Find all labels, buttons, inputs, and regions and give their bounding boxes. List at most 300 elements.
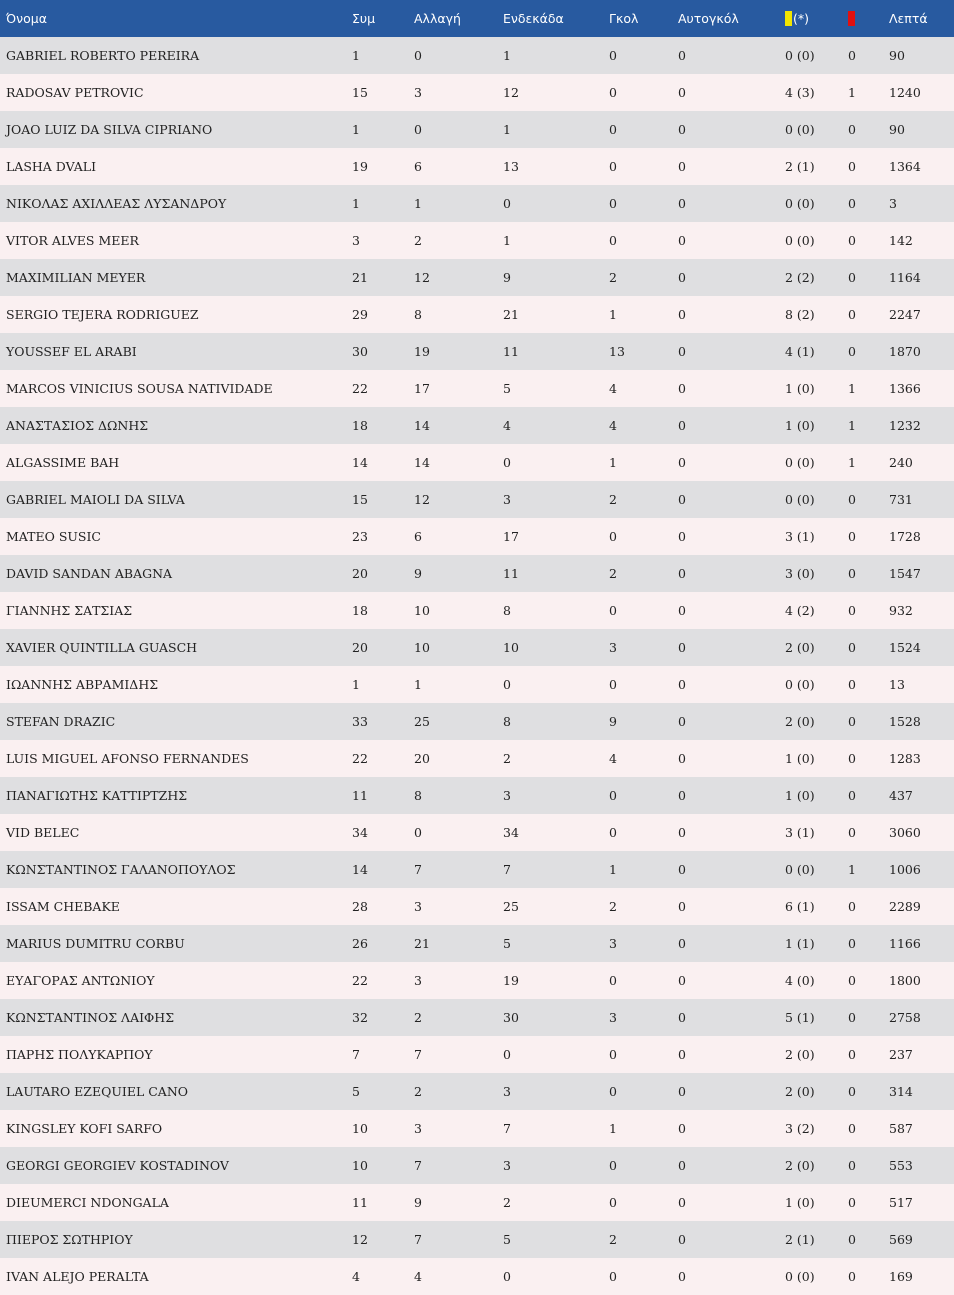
cell-yellow-cards: 5 (1)	[785, 1010, 815, 1025]
cell-player-name: MARCOS VINICIUS SOUSA NATIVIDADE	[6, 381, 273, 396]
cell-appearances: 14	[352, 455, 368, 470]
cell-yellow-cards: 4 (1)	[785, 344, 815, 359]
cell-minutes: 1166	[889, 936, 921, 951]
cell-substitutions: 1	[414, 677, 422, 692]
cell-minutes: 517	[889, 1195, 913, 1210]
cell-appearances: 15	[352, 492, 368, 507]
cell-minutes: 932	[889, 603, 913, 618]
cell-yellow-cards: 4 (0)	[785, 973, 815, 988]
yellow-card-suffix: (*)	[793, 11, 810, 26]
cell-starts: 7	[503, 1121, 511, 1136]
cell-player-name: YOUSSEF EL ARABI	[6, 344, 137, 359]
cell-minutes: 1524	[889, 640, 921, 655]
cell-starts: 1	[503, 48, 511, 63]
cell-substitutions: 0	[414, 122, 422, 137]
cell-yellow-cards: 4 (3)	[785, 85, 815, 100]
cell-goals: 2	[609, 270, 617, 285]
column-header-goals[interactable]: Γκολ	[609, 11, 639, 26]
cell-yellow-cards: 1 (0)	[785, 751, 815, 766]
cell-red-cards: 1	[848, 418, 856, 433]
cell-yellow-cards: 0 (0)	[785, 677, 815, 692]
cell-appearances: 1	[352, 122, 360, 137]
cell-substitutions: 3	[414, 85, 422, 100]
cell-goals: 0	[609, 1269, 617, 1284]
cell-yellow-cards: 2 (0)	[785, 714, 815, 729]
table-row	[0, 814, 954, 851]
table-row	[0, 1110, 954, 1147]
cell-red-cards: 0	[848, 270, 856, 285]
cell-own-goals: 0	[678, 196, 686, 211]
table-body	[0, 37, 954, 1295]
cell-yellow-cards: 3 (2)	[785, 1121, 815, 1136]
cell-goals: 0	[609, 603, 617, 618]
cell-yellow-cards: 1 (0)	[785, 381, 815, 396]
cell-own-goals: 0	[678, 862, 686, 877]
cell-starts: 0	[503, 455, 511, 470]
cell-own-goals: 0	[678, 1047, 686, 1062]
cell-red-cards: 0	[848, 233, 856, 248]
cell-goals: 0	[609, 677, 617, 692]
cell-player-name: IVAN ALEJO PERALTA	[6, 1269, 149, 1284]
cell-appearances: 29	[352, 307, 368, 322]
yellow-card-icon	[785, 11, 792, 26]
cell-yellow-cards: 0 (0)	[785, 455, 815, 470]
cell-minutes: 1240	[889, 85, 921, 100]
cell-red-cards: 0	[848, 122, 856, 137]
cell-appearances: 19	[352, 159, 368, 174]
cell-minutes: 1164	[889, 270, 921, 285]
cell-own-goals: 0	[678, 1158, 686, 1173]
cell-red-cards: 0	[848, 196, 856, 211]
cell-red-cards: 0	[848, 1195, 856, 1210]
cell-goals: 0	[609, 1195, 617, 1210]
cell-substitutions: 3	[414, 899, 422, 914]
cell-yellow-cards: 1 (0)	[785, 418, 815, 433]
cell-minutes: 2289	[889, 899, 921, 914]
cell-red-cards: 0	[848, 1084, 856, 1099]
cell-red-cards: 0	[848, 640, 856, 655]
cell-appearances: 14	[352, 862, 368, 877]
cell-own-goals: 0	[678, 714, 686, 729]
cell-red-cards: 0	[848, 1010, 856, 1025]
cell-substitutions: 12	[414, 492, 430, 507]
cell-substitutions: 8	[414, 788, 422, 803]
cell-appearances: 4	[352, 1269, 360, 1284]
cell-player-name: ΠΑΡΗΣ ΠΟΛΥΚΑΡΠΟΥ	[6, 1047, 153, 1062]
column-header-red-cards[interactable]	[842, 0, 883, 37]
cell-appearances: 7	[352, 1047, 360, 1062]
cell-own-goals: 0	[678, 270, 686, 285]
cell-own-goals: 0	[678, 1010, 686, 1025]
cell-substitutions: 10	[414, 640, 430, 655]
cell-goals: 1	[609, 1121, 617, 1136]
cell-red-cards: 0	[848, 344, 856, 359]
cell-appearances: 10	[352, 1121, 368, 1136]
cell-minutes: 90	[889, 48, 905, 63]
cell-yellow-cards: 3 (0)	[785, 566, 815, 581]
cell-starts: 5	[503, 381, 511, 396]
cell-appearances: 18	[352, 418, 368, 433]
cell-own-goals: 0	[678, 122, 686, 137]
column-header-minutes[interactable]: Λεπτά	[889, 11, 928, 26]
table-row	[0, 666, 954, 703]
cell-goals: 0	[609, 1084, 617, 1099]
cell-appearances: 23	[352, 529, 368, 544]
table-row	[0, 222, 954, 259]
cell-minutes: 1283	[889, 751, 921, 766]
cell-own-goals: 0	[678, 899, 686, 914]
red-card-icon	[848, 11, 855, 26]
cell-yellow-cards: 0 (0)	[785, 492, 815, 507]
table-row	[0, 444, 954, 481]
cell-yellow-cards: 1 (0)	[785, 1195, 815, 1210]
cell-starts: 8	[503, 714, 511, 729]
cell-minutes: 240	[889, 455, 913, 470]
cell-substitutions: 0	[414, 825, 422, 840]
cell-player-name: ΓΙΑΝΝΗΣ ΣΑΤΣΙΑΣ	[6, 603, 133, 618]
cell-goals: 1	[609, 455, 617, 470]
cell-substitutions: 25	[414, 714, 430, 729]
cell-goals: 0	[609, 1047, 617, 1062]
cell-minutes: 1366	[889, 381, 921, 396]
cell-appearances: 12	[352, 1232, 368, 1247]
cell-substitutions: 7	[414, 1047, 422, 1062]
table-row	[0, 111, 954, 148]
column-header-name[interactable]: Όνομα	[6, 11, 47, 26]
cell-minutes: 2758	[889, 1010, 921, 1025]
table-row	[0, 148, 954, 185]
cell-own-goals: 0	[678, 418, 686, 433]
cell-goals: 0	[609, 788, 617, 803]
cell-player-name: STEFAN DRAZIC	[6, 714, 116, 729]
cell-appearances: 34	[352, 825, 368, 840]
column-header-yellow-cards[interactable]	[779, 0, 842, 37]
cell-substitutions: 2	[414, 1084, 422, 1099]
cell-starts: 11	[503, 566, 519, 581]
cell-own-goals: 0	[678, 751, 686, 766]
cell-player-name: DIEUMERCI NDONGALA	[6, 1195, 169, 1210]
cell-substitutions: 9	[414, 1195, 422, 1210]
cell-own-goals: 0	[678, 344, 686, 359]
cell-own-goals: 0	[678, 233, 686, 248]
cell-yellow-cards: 0 (0)	[785, 233, 815, 248]
table-row	[0, 1036, 954, 1073]
table-row	[0, 74, 954, 111]
cell-substitutions: 2	[414, 233, 422, 248]
cell-red-cards: 0	[848, 973, 856, 988]
cell-starts: 9	[503, 270, 511, 285]
cell-starts: 1	[503, 233, 511, 248]
cell-red-cards: 0	[848, 566, 856, 581]
cell-own-goals: 0	[678, 677, 686, 692]
cell-player-name: ALGASSIME BAH	[6, 455, 120, 470]
cell-appearances: 22	[352, 381, 368, 396]
table-row	[0, 851, 954, 888]
cell-substitutions: 17	[414, 381, 430, 396]
cell-starts: 19	[503, 973, 519, 988]
cell-own-goals: 0	[678, 788, 686, 803]
cell-starts: 2	[503, 1195, 511, 1210]
cell-goals: 0	[609, 825, 617, 840]
cell-own-goals: 0	[678, 1121, 686, 1136]
cell-goals: 2	[609, 899, 617, 914]
cell-minutes: 1232	[889, 418, 921, 433]
table-row	[0, 1184, 954, 1221]
table-row	[0, 1147, 954, 1184]
cell-substitutions: 9	[414, 566, 422, 581]
cell-appearances: 30	[352, 344, 368, 359]
cell-appearances: 1	[352, 196, 360, 211]
cell-own-goals: 0	[678, 455, 686, 470]
cell-player-name: ΠΑΝΑΓΙΩΤΗΣ ΚΑΤΤΙΡΤΖΗΣ	[6, 788, 188, 803]
cell-red-cards: 1	[848, 862, 856, 877]
cell-goals: 3	[609, 640, 617, 655]
cell-player-name: LASHA DVALI	[6, 159, 97, 174]
cell-red-cards: 1	[848, 381, 856, 396]
cell-starts: 0	[503, 677, 511, 692]
cell-yellow-cards: 0 (0)	[785, 1269, 815, 1284]
cell-player-name: ΠΙΕΡΟΣ ΣΩΤΗΡΙΟΥ	[6, 1232, 133, 1247]
cell-substitutions: 7	[414, 1158, 422, 1173]
cell-substitutions: 6	[414, 159, 422, 174]
cell-yellow-cards: 0 (0)	[785, 122, 815, 137]
cell-minutes: 731	[889, 492, 913, 507]
table-row	[0, 518, 954, 555]
cell-substitutions: 1	[414, 196, 422, 211]
cell-own-goals: 0	[678, 1084, 686, 1099]
cell-substitutions: 20	[414, 751, 430, 766]
cell-substitutions: 21	[414, 936, 430, 951]
cell-own-goals: 0	[678, 1269, 686, 1284]
column-header-starts[interactable]: Ενδεκάδα	[503, 11, 564, 26]
cell-goals: 4	[609, 751, 617, 766]
table-row	[0, 703, 954, 740]
cell-goals: 0	[609, 159, 617, 174]
cell-red-cards: 0	[848, 529, 856, 544]
cell-player-name: XAVIER QUINTILLA GUASCH	[6, 640, 198, 655]
cell-red-cards: 0	[848, 677, 856, 692]
cell-substitutions: 8	[414, 307, 422, 322]
cell-minutes: 437	[889, 788, 913, 803]
cell-minutes: 2247	[889, 307, 921, 322]
cell-player-name: ΑΝΑΣΤΑΣΙΟΣ ΔΩΝΗΣ	[6, 418, 149, 433]
cell-yellow-cards: 4 (2)	[785, 603, 815, 618]
cell-minutes: 237	[889, 1047, 913, 1062]
cell-red-cards: 0	[848, 48, 856, 63]
cell-substitutions: 3	[414, 1121, 422, 1136]
cell-red-cards: 0	[848, 1232, 856, 1247]
cell-starts: 4	[503, 418, 511, 433]
cell-substitutions: 10	[414, 603, 430, 618]
cell-player-name: MAXIMILIAN MEYER	[6, 270, 146, 285]
cell-red-cards: 0	[848, 307, 856, 322]
cell-own-goals: 0	[678, 48, 686, 63]
table-row	[0, 333, 954, 370]
cell-starts: 25	[503, 899, 519, 914]
cell-minutes: 569	[889, 1232, 913, 1247]
table-row	[0, 1221, 954, 1258]
cell-red-cards: 0	[848, 788, 856, 803]
cell-player-name: MARIUS DUMITRU CORBU	[6, 936, 185, 951]
cell-goals: 4	[609, 418, 617, 433]
cell-red-cards: 0	[848, 492, 856, 507]
table-row	[0, 962, 954, 999]
cell-goals: 0	[609, 1158, 617, 1173]
cell-red-cards: 0	[848, 936, 856, 951]
cell-goals: 1	[609, 862, 617, 877]
cell-starts: 3	[503, 788, 511, 803]
cell-red-cards: 0	[848, 1269, 856, 1284]
cell-minutes: 1547	[889, 566, 921, 581]
cell-minutes: 587	[889, 1121, 913, 1136]
cell-minutes: 90	[889, 122, 905, 137]
cell-red-cards: 0	[848, 1158, 856, 1173]
cell-own-goals: 0	[678, 1195, 686, 1210]
cell-appearances: 15	[352, 85, 368, 100]
cell-player-name: GABRIEL MAIOLI DA SILVA	[6, 492, 185, 507]
cell-starts: 10	[503, 640, 519, 655]
cell-substitutions: 7	[414, 1232, 422, 1247]
cell-starts: 0	[503, 1047, 511, 1062]
cell-goals: 0	[609, 233, 617, 248]
cell-own-goals: 0	[678, 1232, 686, 1247]
cell-player-name: DAVID SANDAN ABAGNA	[6, 566, 173, 581]
cell-red-cards: 1	[848, 455, 856, 470]
cell-own-goals: 0	[678, 825, 686, 840]
cell-starts: 5	[503, 1232, 511, 1247]
cell-minutes: 1364	[889, 159, 921, 174]
table-row	[0, 407, 954, 444]
column-header-own-goals[interactable]: Αυτογκόλ	[678, 11, 739, 26]
cell-minutes: 1800	[889, 973, 921, 988]
cell-player-name: ΙΩΑΝΝΗΣ ΑΒΡΑΜΙΔΗΣ	[6, 677, 159, 692]
table-row	[0, 1258, 954, 1295]
cell-yellow-cards: 0 (0)	[785, 862, 815, 877]
cell-minutes: 3	[889, 196, 897, 211]
cell-goals: 3	[609, 1010, 617, 1025]
cell-minutes: 3060	[889, 825, 921, 840]
cell-goals: 0	[609, 85, 617, 100]
cell-appearances: 22	[352, 973, 368, 988]
table-row	[0, 185, 954, 222]
table-row	[0, 592, 954, 629]
column-header-appearances[interactable]: Συμ	[352, 11, 376, 26]
cell-yellow-cards: 6 (1)	[785, 899, 815, 914]
cell-starts: 17	[503, 529, 519, 544]
cell-substitutions: 12	[414, 270, 430, 285]
cell-goals: 0	[609, 196, 617, 211]
cell-substitutions: 4	[414, 1269, 422, 1284]
cell-appearances: 20	[352, 566, 368, 581]
column-header-substitutions[interactable]: Αλλαγή	[414, 11, 461, 26]
cell-red-cards: 1	[848, 85, 856, 100]
cell-yellow-cards: 3 (1)	[785, 825, 815, 840]
cell-goals: 9	[609, 714, 617, 729]
cell-player-name: RADOSAV PETROVIC	[6, 85, 144, 100]
cell-substitutions: 0	[414, 48, 422, 63]
cell-yellow-cards: 2 (1)	[785, 159, 815, 174]
cell-appearances: 20	[352, 640, 368, 655]
cell-starts: 8	[503, 603, 511, 618]
cell-red-cards: 0	[848, 603, 856, 618]
cell-goals: 4	[609, 381, 617, 396]
header-row	[0, 0, 954, 37]
cell-minutes: 1528	[889, 714, 921, 729]
cell-player-name: ISSAM CHEBAKE	[6, 899, 120, 914]
cell-yellow-cards: 2 (1)	[785, 1232, 815, 1247]
table-row	[0, 296, 954, 333]
cell-own-goals: 0	[678, 159, 686, 174]
cell-player-name: LAUTARO EZEQUIEL CANO	[6, 1084, 189, 1099]
cell-own-goals: 0	[678, 603, 686, 618]
cell-substitutions: 6	[414, 529, 422, 544]
cell-goals: 0	[609, 122, 617, 137]
cell-appearances: 22	[352, 751, 368, 766]
table-row	[0, 481, 954, 518]
cell-player-name: ΕΥΑΓΟΡΑΣ ΑΝΤΩΝΙΟΥ	[6, 973, 155, 988]
table-row	[0, 888, 954, 925]
cell-starts: 0	[503, 1269, 511, 1284]
cell-substitutions: 14	[414, 455, 430, 470]
cell-goals: 13	[609, 344, 625, 359]
cell-substitutions: 7	[414, 862, 422, 877]
cell-player-name: KINGSLEY KOFI SARFO	[6, 1121, 163, 1136]
cell-yellow-cards: 2 (2)	[785, 270, 815, 285]
cell-appearances: 32	[352, 1010, 368, 1025]
cell-appearances: 11	[352, 1195, 368, 1210]
cell-starts: 3	[503, 1084, 511, 1099]
table-row	[0, 259, 954, 296]
cell-minutes: 13	[889, 677, 905, 692]
cell-player-name: LUIS MIGUEL AFONSO FERNANDES	[6, 751, 249, 766]
cell-minutes: 1870	[889, 344, 921, 359]
cell-red-cards: 0	[848, 751, 856, 766]
cell-starts: 11	[503, 344, 519, 359]
cell-yellow-cards: 2 (0)	[785, 1084, 815, 1099]
table-header	[0, 0, 954, 37]
cell-goals: 0	[609, 48, 617, 63]
cell-appearances: 26	[352, 936, 368, 951]
cell-goals: 2	[609, 1232, 617, 1247]
cell-starts: 1	[503, 122, 511, 137]
cell-player-name: ΝΙΚΟΛΑΣ ΑΧΙΛΛΕΑΣ ΛΥΣΑΝΔΡΟΥ	[6, 196, 227, 211]
cell-starts: 13	[503, 159, 519, 174]
cell-yellow-cards: 3 (1)	[785, 529, 815, 544]
cell-substitutions: 3	[414, 973, 422, 988]
cell-red-cards: 0	[848, 159, 856, 174]
cell-goals: 2	[609, 566, 617, 581]
cell-yellow-cards: 2 (0)	[785, 1047, 815, 1062]
table-row	[0, 777, 954, 814]
cell-minutes: 1728	[889, 529, 921, 544]
cell-own-goals: 0	[678, 85, 686, 100]
cell-starts: 5	[503, 936, 511, 951]
cell-starts: 0	[503, 196, 511, 211]
cell-minutes: 553	[889, 1158, 913, 1173]
cell-own-goals: 0	[678, 307, 686, 322]
cell-appearances: 3	[352, 233, 360, 248]
cell-starts: 7	[503, 862, 511, 877]
cell-yellow-cards: 1 (0)	[785, 788, 815, 803]
cell-own-goals: 0	[678, 640, 686, 655]
cell-goals: 1	[609, 307, 617, 322]
table-row	[0, 370, 954, 407]
cell-minutes: 1006	[889, 862, 921, 877]
table-row	[0, 37, 954, 74]
cell-player-name: GEORGI GEORGIEV KOSTADINOV	[6, 1158, 229, 1173]
cell-starts: 30	[503, 1010, 519, 1025]
table-row	[0, 555, 954, 592]
